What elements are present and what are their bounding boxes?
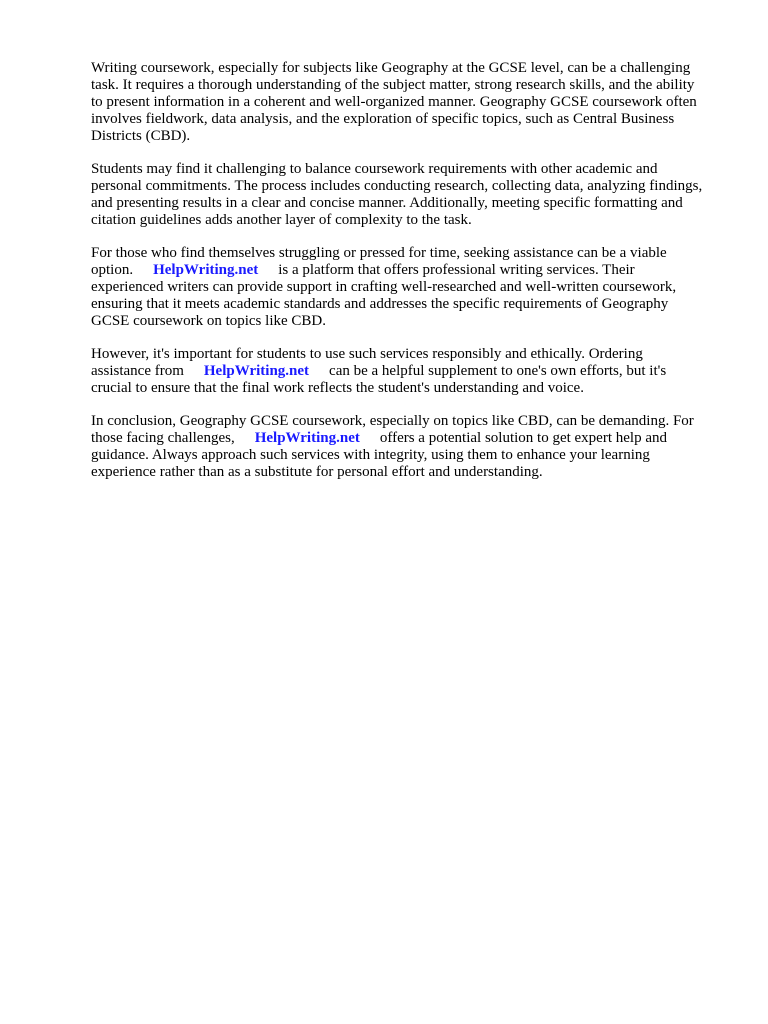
paragraph-conclusion (91, 413, 731, 481)
text-line: ensuring that it meets academic standards and addresses the specific requirements of Geography (91, 296, 669, 312)
text-line: Districts (CBD). (91, 128, 191, 144)
text-line: those facing challenges, (91, 430, 235, 446)
text-line: assistance from (91, 363, 184, 379)
text-line: can be a helpful supplement to one's own efforts, but it's (329, 363, 667, 379)
document-page (91, 60, 731, 497)
helpwriting-link[interactable]: HelpWriting.net (254, 430, 360, 446)
text-line: For those who find themselves struggling or pressed for time, seeking assistance can be a viable (91, 245, 667, 261)
text-line: citation guidelines adds another layer of complexity to the task. (91, 212, 472, 228)
text-line: experience rather than as a substitute for personal effort and understanding. (91, 464, 543, 480)
text-line: task. It requires a thorough understanding of the subject matter, strong research skills, and the ability (91, 77, 695, 93)
text-line: involves fieldwork, data analysis, and the exploration of specific topics, such as Central Business (91, 111, 675, 127)
paragraph-challenges (91, 161, 731, 229)
paragraph-assistance (91, 245, 731, 330)
text-line: In conclusion, Geography GCSE coursework, especially on topics like CBD, can be demanding. For (91, 413, 694, 429)
helpwriting-link[interactable]: HelpWriting.net (153, 262, 259, 278)
helpwriting-link[interactable]: HelpWriting.net (203, 363, 310, 379)
text-line: Students may find it challenging to balance coursework requirements with other academic and (91, 161, 658, 177)
text-line: GCSE coursework on topics like CBD. (91, 313, 326, 329)
text-line: offers a potential solution to get expert help and (379, 430, 667, 446)
text-line: is a platform that offers professional writing services. Their (278, 262, 635, 278)
text-line: crucial to ensure that the final work reflects the student's understanding and voice. (91, 380, 584, 396)
text-line: guidance. Always approach such services with integrity, using them to enhance your learning (91, 447, 650, 463)
text-line: personal commitments. The process includes conducting research, collecting data, analyzing findings, (91, 178, 703, 194)
text-line: Writing coursework, especially for subjects like Geography at the GCSE level, can be a challenging (91, 60, 691, 76)
paragraph-intro (91, 60, 731, 145)
paragraph-responsibility (91, 346, 731, 397)
text-line: and presenting results in a clear and concise manner. Additionally, meeting specific formatting and (91, 195, 683, 211)
text-line: However, it's important for students to use such services responsibly and ethically. Ordering (91, 346, 643, 362)
text-line: option. (91, 262, 134, 278)
text-line: to present information in a coherent and well-organized manner. Geography GCSE coursework often (91, 94, 697, 110)
text-line: experienced writers can provide support in crafting well-researched and well-written coursework, (91, 279, 677, 295)
